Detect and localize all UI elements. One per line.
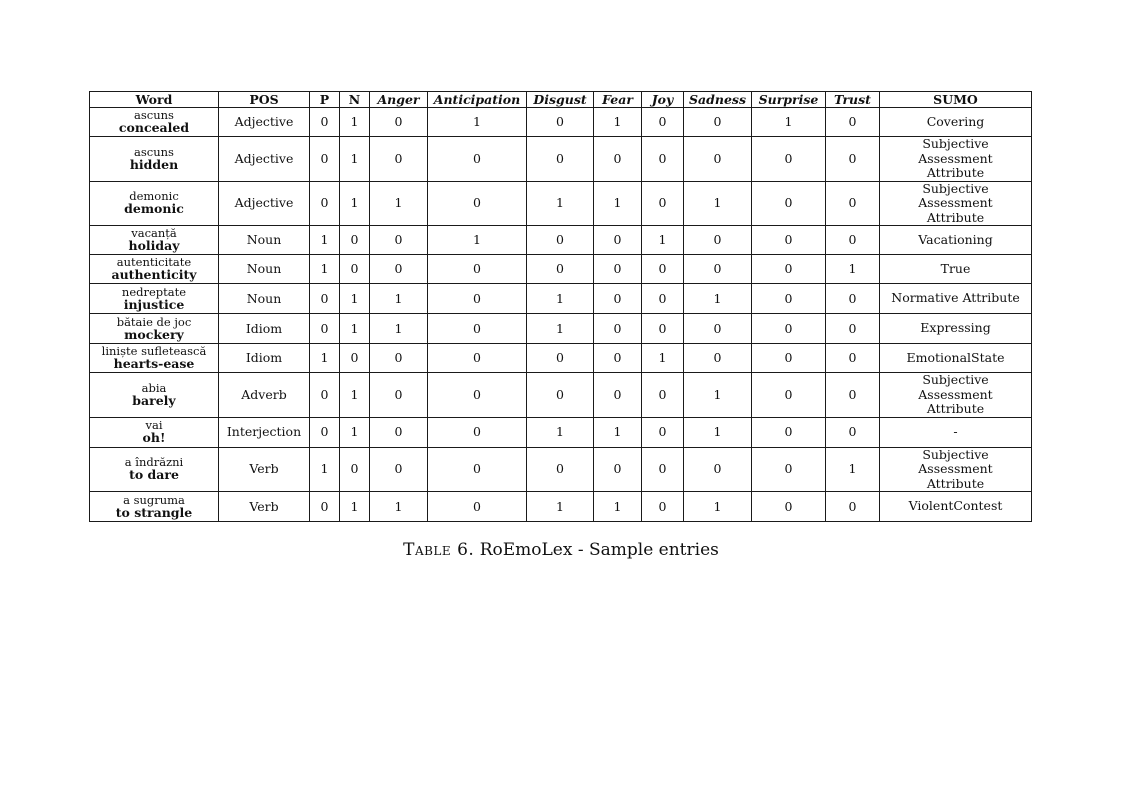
word-cell	[90, 284, 219, 314]
fear-value-cell: 0	[594, 373, 642, 418]
p-value-cell: 0	[310, 417, 340, 447]
column-header-p: P	[310, 92, 340, 108]
surprise-value-cell: 0	[752, 181, 826, 226]
word-cell	[90, 417, 219, 447]
english-word: to strangle	[115, 504, 193, 520]
english-word: hearts-ease	[113, 356, 195, 371]
anger-value-cell: 0	[370, 255, 428, 284]
sumo-line: Assessment	[918, 461, 993, 476]
anger-value-cell: 1	[370, 284, 428, 314]
surprise-value-cell: 0	[752, 137, 826, 182]
table-row	[90, 492, 1032, 522]
sumo-cell	[880, 137, 1032, 182]
disgust-value-cell: 1	[527, 181, 594, 226]
table-row	[90, 344, 1032, 373]
sumo-line: Subjective	[922, 136, 989, 151]
p-value-cell: 0	[310, 137, 340, 182]
sumo-line: Assessment	[918, 386, 993, 402]
sadness-value-cell: 1	[684, 284, 752, 314]
sadness-value-cell: 1	[684, 181, 752, 226]
pos-cell: Noun	[219, 284, 310, 314]
table-caption	[0, 540, 1122, 560]
anger-value-cell: 1	[370, 492, 428, 522]
p-value-cell: 0	[310, 284, 340, 314]
sumo-line: EmotionalState	[906, 349, 1005, 365]
sumo-line: -	[953, 423, 958, 439]
surprise-value-cell: 0	[752, 344, 826, 373]
sadness-value-cell: 1	[684, 373, 752, 418]
sumo-line: Normative Attribute	[891, 290, 1020, 306]
anger-value-cell: 0	[370, 417, 428, 447]
sumo-line: Assessment	[918, 150, 993, 166]
table-row	[90, 137, 1032, 182]
column-header-word: Word	[90, 92, 219, 108]
joy-value-cell: 0	[642, 255, 684, 284]
word-cell	[90, 373, 219, 418]
p-value-cell: 0	[310, 314, 340, 344]
joy-value-cell: 1	[642, 226, 684, 255]
sadness-value-cell: 1	[684, 492, 752, 522]
sumo-cell	[880, 344, 1032, 373]
column-header-anger: Anger	[370, 92, 428, 108]
sumo-cell	[880, 255, 1032, 284]
english-word: holiday	[128, 238, 180, 253]
table-body	[90, 108, 1032, 522]
n-value-cell: 0	[340, 447, 370, 492]
sumo-line: Attribute	[926, 209, 985, 225]
fear-value-cell: 0	[594, 226, 642, 255]
table-row	[90, 255, 1032, 284]
fear-value-cell: 1	[594, 108, 642, 137]
anger-value-cell: 1	[370, 181, 428, 226]
anticipation-value-cell: 0	[428, 344, 527, 373]
english-word: demonic	[124, 201, 184, 217]
joy-value-cell: 0	[642, 492, 684, 522]
sumo-line: Attribute	[926, 165, 985, 180]
p-value-cell: 1	[310, 255, 340, 284]
english-word: concealed	[118, 120, 190, 135]
joy-value-cell: 1	[642, 344, 684, 373]
sadness-value-cell: 0	[684, 226, 752, 255]
column-header-anticipation: Anticipation	[428, 92, 527, 108]
anger-value-cell: 0	[370, 373, 428, 418]
word-cell	[90, 137, 219, 182]
sumo-cell	[880, 181, 1032, 226]
sample-entries-table	[89, 91, 1032, 522]
column-header-disgust: Disgust	[527, 92, 594, 108]
column-header-fear: Fear	[594, 92, 642, 108]
n-value-cell: 1	[340, 417, 370, 447]
disgust-value-cell: 1	[527, 417, 594, 447]
surprise-value-cell: 0	[752, 255, 826, 284]
disgust-value-cell: 1	[527, 492, 594, 522]
sadness-value-cell: 0	[684, 255, 752, 284]
disgust-value-cell: 0	[527, 108, 594, 137]
n-value-cell: 1	[340, 181, 370, 226]
disgust-value-cell: 0	[527, 255, 594, 284]
english-word: hidden	[129, 156, 179, 172]
word-cell	[90, 344, 219, 373]
anger-value-cell: 0	[370, 137, 428, 182]
trust-value-cell: 0	[826, 108, 880, 137]
table-row	[90, 417, 1032, 447]
column-header-sumo: SUMO	[880, 92, 1032, 108]
surprise-value-cell: 0	[752, 226, 826, 255]
p-value-cell: 0	[310, 108, 340, 137]
n-value-cell: 0	[340, 255, 370, 284]
disgust-value-cell: 0	[527, 344, 594, 373]
pos-cell: Noun	[219, 255, 310, 284]
sumo-cell	[880, 373, 1032, 418]
word-cell	[90, 226, 219, 255]
surprise-value-cell: 0	[752, 373, 826, 418]
trust-value-cell: 0	[826, 181, 880, 226]
joy-value-cell: 0	[642, 373, 684, 418]
surprise-value-cell: 0	[752, 447, 826, 492]
joy-value-cell: 0	[642, 284, 684, 314]
n-value-cell: 1	[340, 314, 370, 344]
pos-cell: Interjection	[219, 417, 310, 447]
table-row	[90, 108, 1032, 137]
word-cell	[90, 181, 219, 226]
fear-value-cell: 0	[594, 344, 642, 373]
surprise-value-cell: 0	[752, 284, 826, 314]
romanian-word: liniște sufletească	[101, 344, 207, 358]
trust-value-cell: 0	[826, 373, 880, 418]
sumo-cell	[880, 447, 1032, 492]
disgust-value-cell: 0	[527, 373, 594, 418]
anticipation-value-cell: 0	[428, 314, 527, 344]
table-row	[90, 226, 1032, 255]
pos-cell: Idiom	[219, 314, 310, 344]
joy-value-cell: 0	[642, 447, 684, 492]
sadness-value-cell: 0	[684, 137, 752, 182]
p-value-cell: 0	[310, 181, 340, 226]
sumo-line: Assessment	[918, 195, 993, 210]
surprise-value-cell: 0	[752, 492, 826, 522]
sumo-cell	[880, 417, 1032, 447]
n-value-cell: 1	[340, 284, 370, 314]
joy-value-cell: 0	[642, 108, 684, 137]
table-row	[90, 373, 1032, 418]
sumo-line: Vacationing	[918, 231, 993, 247]
pos-cell: Verb	[219, 447, 310, 492]
romanian-word: bătaie de joc	[116, 314, 192, 329]
sumo-cell	[880, 492, 1032, 522]
trust-value-cell: 0	[826, 344, 880, 373]
anticipation-value-cell: 0	[428, 181, 527, 226]
trust-value-cell: 0	[826, 417, 880, 447]
anticipation-value-cell: 0	[428, 373, 527, 418]
romanian-word: abia	[141, 380, 167, 395]
sumo-line: Subjective	[922, 372, 989, 387]
disgust-value-cell: 0	[527, 137, 594, 182]
sumo-line: Attribute	[926, 475, 985, 491]
romanian-word: a îndrăzni	[124, 455, 184, 470]
word-cell	[90, 255, 219, 284]
joy-value-cell: 0	[642, 137, 684, 182]
n-value-cell: 1	[340, 137, 370, 182]
p-value-cell: 0	[310, 492, 340, 522]
word-cell	[90, 314, 219, 344]
joy-value-cell: 0	[642, 314, 684, 344]
joy-value-cell: 0	[642, 417, 684, 447]
disgust-value-cell: 0	[527, 447, 594, 492]
anticipation-value-cell: 0	[428, 137, 527, 182]
anticipation-value-cell: 0	[428, 284, 527, 314]
english-word: injustice	[123, 296, 185, 312]
p-value-cell: 1	[310, 447, 340, 492]
romanian-word: demonic	[129, 189, 179, 204]
english-word: oh!	[142, 430, 166, 445]
english-word: barely	[132, 392, 176, 408]
sumo-line: Attribute	[926, 401, 985, 416]
sadness-value-cell: 0	[684, 108, 752, 137]
sumo-cell	[880, 226, 1032, 255]
n-value-cell: 1	[340, 373, 370, 418]
sumo-cell	[880, 314, 1032, 344]
n-value-cell: 0	[340, 226, 370, 255]
trust-value-cell: 0	[826, 492, 880, 522]
disgust-value-cell: 1	[527, 284, 594, 314]
english-word: authenticity	[111, 267, 197, 282]
fear-value-cell: 0	[594, 137, 642, 182]
column-header-pos: POS	[219, 92, 310, 108]
anticipation-value-cell: 1	[428, 108, 527, 137]
anger-value-cell: 0	[370, 108, 428, 137]
word-cell	[90, 447, 219, 492]
surprise-value-cell: 0	[752, 417, 826, 447]
n-value-cell: 0	[340, 344, 370, 373]
english-word: to dare	[129, 467, 179, 483]
romanian-word: vai	[145, 418, 163, 432]
n-value-cell: 1	[340, 108, 370, 137]
fear-value-cell: 0	[594, 284, 642, 314]
anticipation-value-cell: 1	[428, 226, 527, 255]
fear-value-cell: 1	[594, 492, 642, 522]
trust-value-cell: 0	[826, 314, 880, 344]
sumo-line: Subjective	[922, 447, 989, 462]
sadness-value-cell: 1	[684, 417, 752, 447]
trust-value-cell: 0	[826, 137, 880, 182]
p-value-cell: 1	[310, 344, 340, 373]
table-row	[90, 181, 1032, 226]
romanian-word: ascuns	[134, 108, 174, 122]
pos-cell: Idiom	[219, 344, 310, 373]
word-cell	[90, 492, 219, 522]
anticipation-value-cell: 0	[428, 492, 527, 522]
trust-value-cell: 0	[826, 284, 880, 314]
table-row	[90, 447, 1032, 492]
column-header-joy: Joy	[642, 92, 684, 108]
sumo-cell	[880, 284, 1032, 314]
romanian-word: ascuns	[134, 144, 174, 159]
trust-value-cell: 1	[826, 255, 880, 284]
anger-value-cell: 0	[370, 447, 428, 492]
pos-cell: Adjective	[219, 137, 310, 182]
romanian-word: autenticitate	[116, 255, 192, 269]
word-cell	[90, 108, 219, 137]
column-header-trust: Trust	[826, 92, 880, 108]
pos-cell: Adverb	[219, 373, 310, 418]
caption-label: Table 6.	[403, 540, 475, 560]
trust-value-cell: 1	[826, 447, 880, 492]
sadness-value-cell: 0	[684, 344, 752, 373]
english-word: mockery	[124, 326, 184, 342]
sumo-line: Subjective	[922, 181, 989, 196]
pos-cell: Noun	[219, 226, 310, 255]
romanian-word: vacanță	[131, 226, 177, 240]
p-value-cell: 1	[310, 226, 340, 255]
sumo-cell	[880, 108, 1032, 137]
disgust-value-cell: 0	[527, 226, 594, 255]
column-header-surprise: Surprise	[752, 92, 826, 108]
fear-value-cell: 0	[594, 314, 642, 344]
romanian-word: nedreptate	[121, 284, 187, 299]
joy-value-cell: 0	[642, 181, 684, 226]
pos-cell: Verb	[219, 492, 310, 522]
header-row	[90, 92, 1032, 108]
p-value-cell: 0	[310, 373, 340, 418]
sumo-line: Covering	[926, 113, 985, 129]
fear-value-cell: 0	[594, 255, 642, 284]
sumo-line: True	[940, 260, 971, 276]
column-header-n: N	[340, 92, 370, 108]
anticipation-value-cell: 0	[428, 417, 527, 447]
sadness-value-cell: 0	[684, 447, 752, 492]
table-container	[89, 91, 1031, 522]
surprise-value-cell: 0	[752, 314, 826, 344]
romanian-word: a sugruma	[123, 492, 185, 507]
surprise-value-cell: 1	[752, 108, 826, 137]
pos-cell: Adjective	[219, 181, 310, 226]
anger-value-cell: 0	[370, 226, 428, 255]
anticipation-value-cell: 0	[428, 255, 527, 284]
anger-value-cell: 0	[370, 344, 428, 373]
anger-value-cell: 1	[370, 314, 428, 344]
sumo-line: ViolentContest	[908, 498, 1003, 514]
caption-text: RoEmoLex - Sample entries	[479, 540, 719, 560]
n-value-cell: 1	[340, 492, 370, 522]
column-header-sadness: Sadness	[684, 92, 752, 108]
trust-value-cell: 0	[826, 226, 880, 255]
table-row	[90, 284, 1032, 314]
table-row	[90, 314, 1032, 344]
disgust-value-cell: 1	[527, 314, 594, 344]
pos-cell: Adjective	[219, 108, 310, 137]
fear-value-cell: 0	[594, 447, 642, 492]
fear-value-cell: 1	[594, 181, 642, 226]
sumo-line: Expressing	[920, 320, 991, 336]
anticipation-value-cell: 0	[428, 447, 527, 492]
fear-value-cell: 1	[594, 417, 642, 447]
sadness-value-cell: 0	[684, 314, 752, 344]
